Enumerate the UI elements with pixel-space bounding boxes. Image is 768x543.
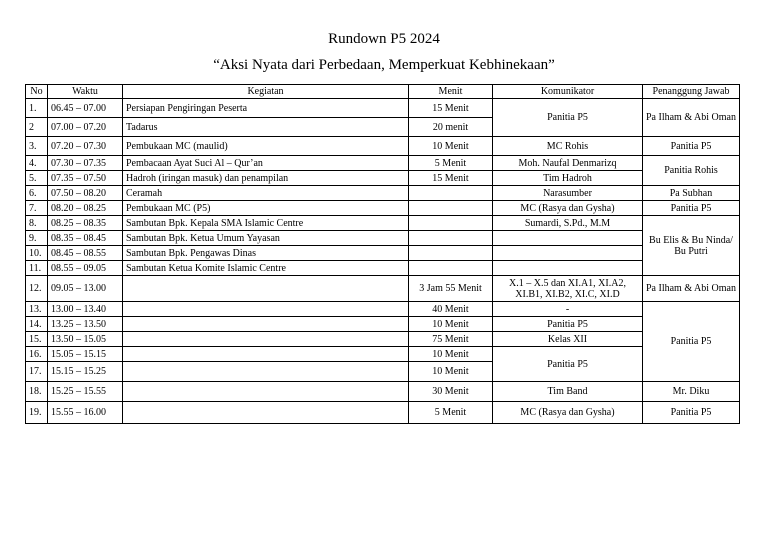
- cell-waktu: 07.00 – 07.20: [48, 118, 123, 137]
- cell-kegiatan: Persiapan Pengiringan Peserta: [123, 99, 409, 118]
- cell-penanggung-jawab: Mr. Diku: [643, 382, 740, 402]
- cell-no: 17.: [26, 362, 48, 382]
- cell-no: 12.: [26, 276, 48, 302]
- cell-kegiatan: Hadroh (iringan masuk) dan penampilan: [123, 171, 409, 186]
- table-row: [26, 231, 740, 246]
- cell-komunikator: -: [493, 302, 643, 317]
- table-row: [26, 347, 740, 362]
- cell-kegiatan: Ceramah: [123, 186, 409, 201]
- cell-waktu: 08.35 – 08.45: [48, 231, 123, 246]
- cell-penanggung-jawab: Panitia P5: [643, 402, 740, 424]
- cell-menit: 10 Menit: [409, 317, 493, 332]
- cell-komunikator: [493, 261, 643, 276]
- cell-waktu: 08.20 – 08.25: [48, 201, 123, 216]
- header-menit: Menit: [409, 85, 493, 99]
- cell-kegiatan: [123, 382, 409, 402]
- cell-komunikator: Panitia P5: [493, 317, 643, 332]
- cell-menit: 75 Menit: [409, 332, 493, 347]
- cell-kegiatan: Pembacaan Ayat Suci Al – Qur’an: [123, 156, 409, 171]
- cell-menit: 10 Menit: [409, 137, 493, 156]
- cell-komunikator: Panitia P5: [493, 99, 643, 137]
- cell-komunikator: Panitia P5: [493, 347, 643, 382]
- cell-menit: [409, 186, 493, 201]
- cell-kegiatan: Pembukaan MC (P5): [123, 201, 409, 216]
- cell-no: 7.: [26, 201, 48, 216]
- cell-menit: [409, 261, 493, 276]
- table-row: [26, 99, 740, 118]
- cell-waktu: 13.00 – 13.40: [48, 302, 123, 317]
- cell-kegiatan: [123, 402, 409, 424]
- table-row: [26, 302, 740, 317]
- cell-kegiatan: Tadarus: [123, 118, 409, 137]
- cell-komunikator: Tim Band: [493, 382, 643, 402]
- cell-kegiatan: Pembukaan MC (maulid): [123, 137, 409, 156]
- cell-menit: 15 Menit: [409, 171, 493, 186]
- cell-no: 13.: [26, 302, 48, 317]
- document-title: Rundown P5 2024: [328, 31, 440, 47]
- document-subtitle: “Aksi Nyata dari Perbedaan, Memperkuat Kebhinekaan”: [213, 57, 555, 73]
- cell-no: 4.: [26, 156, 48, 171]
- header-komunikator: Komunikator: [493, 85, 643, 99]
- cell-waktu: 07.35 – 07.50: [48, 171, 123, 186]
- cell-waktu: 15.15 – 15.25: [48, 362, 123, 382]
- cell-waktu: 15.05 – 15.15: [48, 347, 123, 362]
- table-row: [26, 382, 740, 402]
- cell-penanggung-jawab: Pa Ilham & Abi Oman: [643, 276, 740, 302]
- cell-penanggung-jawab: Panitia P5: [643, 137, 740, 156]
- table-row: [26, 201, 740, 216]
- table-row: [26, 261, 740, 276]
- cell-waktu: 07.20 – 07.30: [48, 137, 123, 156]
- table-row: [26, 171, 740, 186]
- cell-menit: 20 menit: [409, 118, 493, 137]
- cell-menit: 5 Menit: [409, 402, 493, 424]
- cell-menit: [409, 201, 493, 216]
- cell-no: 6.: [26, 186, 48, 201]
- cell-no: 9.: [26, 231, 48, 246]
- cell-no: 10.: [26, 246, 48, 261]
- header-penanggung-jawab: Penanggung Jawab: [643, 85, 740, 99]
- cell-kegiatan: Sambutan Bpk. Kepala SMA Islamic Centre: [123, 216, 409, 231]
- cell-penanggung-jawab: Pa Subhan: [643, 186, 740, 201]
- cell-menit: 10 Menit: [409, 362, 493, 382]
- table-row: [26, 317, 740, 332]
- cell-waktu: 08.45 – 08.55: [48, 246, 123, 261]
- cell-penanggung-jawab: Panitia P5: [643, 201, 740, 216]
- cell-kegiatan: [123, 317, 409, 332]
- cell-komunikator: Sumardi, S.Pd., M.M: [493, 216, 643, 231]
- table-header-row: [26, 85, 740, 99]
- cell-komunikator: Moh. Naufal Denmarizq: [493, 156, 643, 171]
- cell-waktu: 06.45 – 07.00: [48, 99, 123, 118]
- cell-komunikator: Kelas XII: [493, 332, 643, 347]
- cell-no: 11.: [26, 261, 48, 276]
- cell-komunikator: Tim Hadroh: [493, 171, 643, 186]
- cell-menit: 30 Menit: [409, 382, 493, 402]
- cell-no: 5.: [26, 171, 48, 186]
- cell-menit: 40 Menit: [409, 302, 493, 317]
- cell-kegiatan: [123, 332, 409, 347]
- cell-no: 18.: [26, 382, 48, 402]
- cell-kegiatan: Sambutan Bpk. Ketua Umum Yayasan: [123, 231, 409, 246]
- cell-kegiatan: [123, 347, 409, 362]
- cell-menit: 15 Menit: [409, 99, 493, 118]
- cell-menit: [409, 246, 493, 261]
- cell-kegiatan: [123, 362, 409, 382]
- header-kegiatan: Kegiatan: [123, 85, 409, 99]
- cell-penanggung-jawab: Panitia Rohis: [643, 156, 740, 186]
- header-no: No: [26, 85, 48, 99]
- cell-menit: 5 Menit: [409, 156, 493, 171]
- cell-no: 8.: [26, 216, 48, 231]
- cell-no: 19.: [26, 402, 48, 424]
- cell-penanggung-jawab: Pa Ilham & Abi Oman: [643, 99, 740, 137]
- cell-komunikator: [493, 231, 643, 246]
- table-row: [26, 332, 740, 347]
- cell-menit: [409, 231, 493, 246]
- cell-no: 2: [26, 118, 48, 137]
- cell-menit: 10 Menit: [409, 347, 493, 362]
- header-waktu: Waktu: [48, 85, 123, 99]
- table-row: [26, 137, 740, 156]
- cell-no: 14.: [26, 317, 48, 332]
- table-row: [26, 246, 740, 261]
- cell-waktu: 08.25 – 08.35: [48, 216, 123, 231]
- cell-waktu: 08.55 – 09.05: [48, 261, 123, 276]
- cell-penanggung-jawab: Bu Elis & Bu Ninda/ Bu Putri: [643, 216, 740, 276]
- table-row: [26, 402, 740, 424]
- cell-waktu: 13.50 – 15.05: [48, 332, 123, 347]
- rundown-table: [25, 84, 740, 424]
- cell-waktu: 15.55 – 16.00: [48, 402, 123, 424]
- table-row: [26, 186, 740, 201]
- cell-kegiatan: [123, 302, 409, 317]
- cell-kegiatan: Sambutan Bpk. Pengawas Dinas: [123, 246, 409, 261]
- cell-no: 1.: [26, 99, 48, 118]
- cell-komunikator: [493, 246, 643, 261]
- cell-no: 15.: [26, 332, 48, 347]
- cell-kegiatan: [123, 276, 409, 302]
- cell-komunikator: X.1 – X.5 dan XI.A1, XI.A2, XI.B1, XI.B2, XI.C, XI.D: [493, 276, 643, 302]
- cell-no: 3.: [26, 137, 48, 156]
- cell-kegiatan: Sambutan Ketua Komite Islamic Centre: [123, 261, 409, 276]
- cell-waktu: 07.50 – 08.20: [48, 186, 123, 201]
- cell-komunikator: MC (Rasya dan Gysha): [493, 402, 643, 424]
- cell-komunikator: MC Rohis: [493, 137, 643, 156]
- cell-waktu: 15.25 – 15.55: [48, 382, 123, 402]
- cell-penanggung-jawab: Panitia P5: [643, 302, 740, 382]
- cell-waktu: 07.30 – 07.35: [48, 156, 123, 171]
- table-row: [26, 156, 740, 171]
- cell-menit: 3 Jam 55 Menit: [409, 276, 493, 302]
- cell-menit: [409, 216, 493, 231]
- cell-komunikator: Narasumber: [493, 186, 643, 201]
- table-row: [26, 276, 740, 302]
- cell-komunikator: MC (Rasya dan Gysha): [493, 201, 643, 216]
- cell-no: 16.: [26, 347, 48, 362]
- cell-waktu: 13.25 – 13.50: [48, 317, 123, 332]
- cell-waktu: 09.05 – 13.00: [48, 276, 123, 302]
- table-row: [26, 216, 740, 231]
